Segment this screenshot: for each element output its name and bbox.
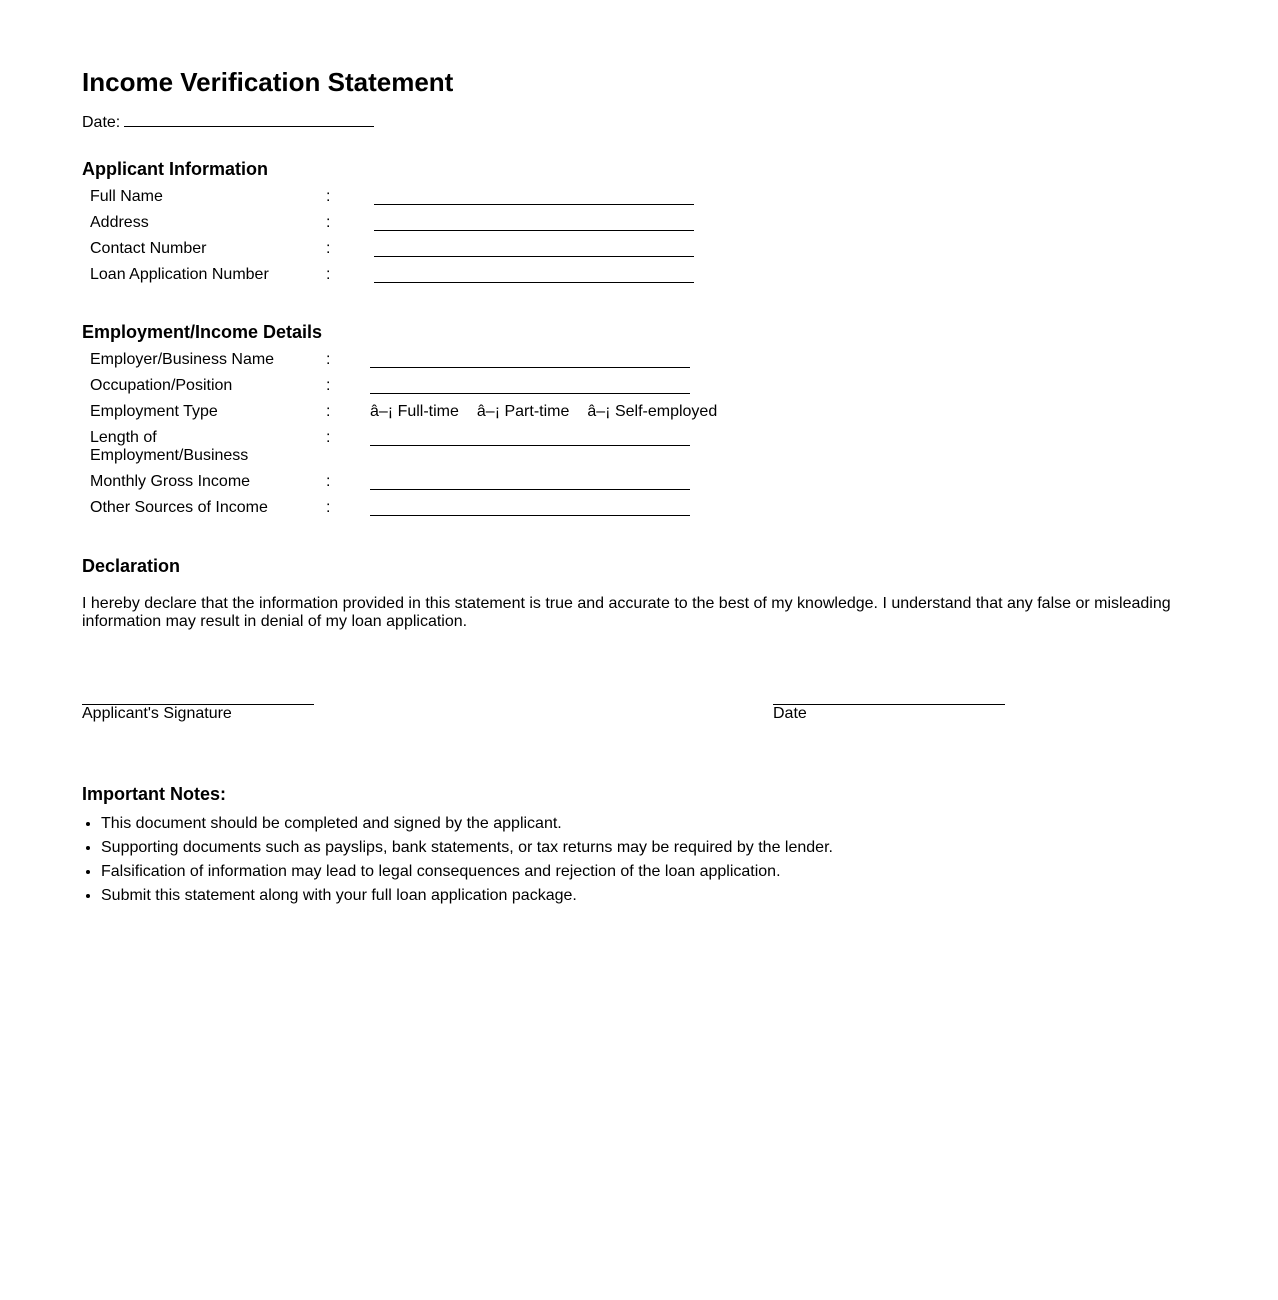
signature-row: [82, 688, 1192, 728]
employment-details-table: [90, 351, 717, 525]
other-income-label: Other Sources of Income: [90, 499, 268, 516]
length-of-employment-label: Length of Employment/Business: [90, 429, 249, 464]
notes-heading: Important Notes:: [82, 784, 226, 804]
occupation-label: Occupation/Position: [90, 377, 233, 394]
occupation-field[interactable]: [372, 377, 717, 403]
length-of-employment-field[interactable]: [372, 429, 717, 473]
applicant-row-loan-number: [90, 266, 694, 292]
colon: :: [326, 351, 331, 368]
colon: :: [326, 499, 331, 516]
applicant-section-heading: Applicant Information: [82, 159, 268, 179]
notes-section: [82, 783, 833, 911]
option-full-time[interactable]: â–¡ Full-time: [370, 403, 459, 420]
colon: :: [326, 429, 331, 446]
signature-date-field[interactable]: [773, 688, 1005, 705]
contact-number-label: Contact Number: [90, 240, 207, 257]
full-name-field[interactable]: [372, 188, 694, 214]
applicant-row-contact: [90, 240, 694, 266]
colon: :: [326, 377, 331, 394]
applicant-signature-block: [82, 688, 314, 723]
employment-row-income: [90, 473, 717, 499]
employment-section-heading: Employment/Income Details: [82, 322, 323, 342]
applicant-info-table: [90, 188, 694, 292]
notes-list: [82, 815, 833, 905]
loan-application-number-field[interactable]: [372, 266, 694, 292]
list-item: • Supporting documents such as payslips, bank statements, or tax returns may be required by the lender.: [101, 839, 833, 857]
applicant-signature-field[interactable]: [82, 688, 314, 705]
colon: :: [326, 214, 331, 231]
colon: :: [326, 403, 331, 420]
list-item: • Submit this statement along with your full loan application package.: [101, 887, 833, 905]
list-item: • This document should be completed and signed by the applicant.: [101, 815, 833, 833]
monthly-gross-income-label: Monthly Gross Income: [90, 473, 251, 490]
loan-application-number-label: Loan Application Number: [90, 266, 269, 283]
employer-field[interactable]: [372, 351, 717, 377]
signature-date-label: Date: [773, 705, 807, 722]
employer-label: Employer/Business Name: [90, 351, 275, 368]
employment-row-occupation: [90, 377, 717, 403]
full-name-label: Full Name: [90, 188, 163, 205]
address-label: Address: [90, 214, 149, 231]
colon: :: [326, 188, 331, 205]
signature-date-block: [773, 688, 1005, 723]
applicant-signature-label: Applicant's Signature: [82, 705, 232, 722]
option-self-employed[interactable]: â–¡ Self-employed: [587, 403, 718, 420]
employment-type-options: [372, 403, 717, 429]
list-item: • Falsification of information may lead to legal consequences and rejection of the loan application.: [101, 863, 833, 881]
monthly-gross-income-field[interactable]: [372, 473, 717, 499]
colon: :: [326, 240, 331, 257]
date-line: [82, 112, 1192, 132]
colon: :: [326, 266, 331, 283]
date-label: Date:: [82, 114, 121, 131]
employment-row-length: [90, 429, 717, 473]
applicant-row-address: [90, 214, 694, 240]
employment-type-label: Employment Type: [90, 403, 218, 420]
declaration-heading: Declaration: [82, 556, 181, 576]
colon: :: [326, 473, 331, 490]
other-income-field[interactable]: [372, 499, 717, 525]
document-page: [82, 66, 1192, 904]
declaration-text: I hereby declare that the information provided in this statement is true and accurate to the best of my knowledge. I understand that any false or misleading information may result in denial of my loan application.: [82, 595, 1171, 630]
option-part-time[interactable]: â–¡ Part-time: [476, 403, 570, 420]
contact-number-field[interactable]: [372, 240, 694, 266]
address-field[interactable]: [372, 214, 694, 240]
employment-row-employer: [90, 351, 717, 377]
applicant-row-full-name: [90, 188, 694, 214]
date-field[interactable]: [124, 112, 374, 127]
employment-row-type: [90, 403, 717, 429]
page-title: Income Verification Statement: [82, 67, 454, 97]
employment-row-other-income: [90, 499, 717, 525]
